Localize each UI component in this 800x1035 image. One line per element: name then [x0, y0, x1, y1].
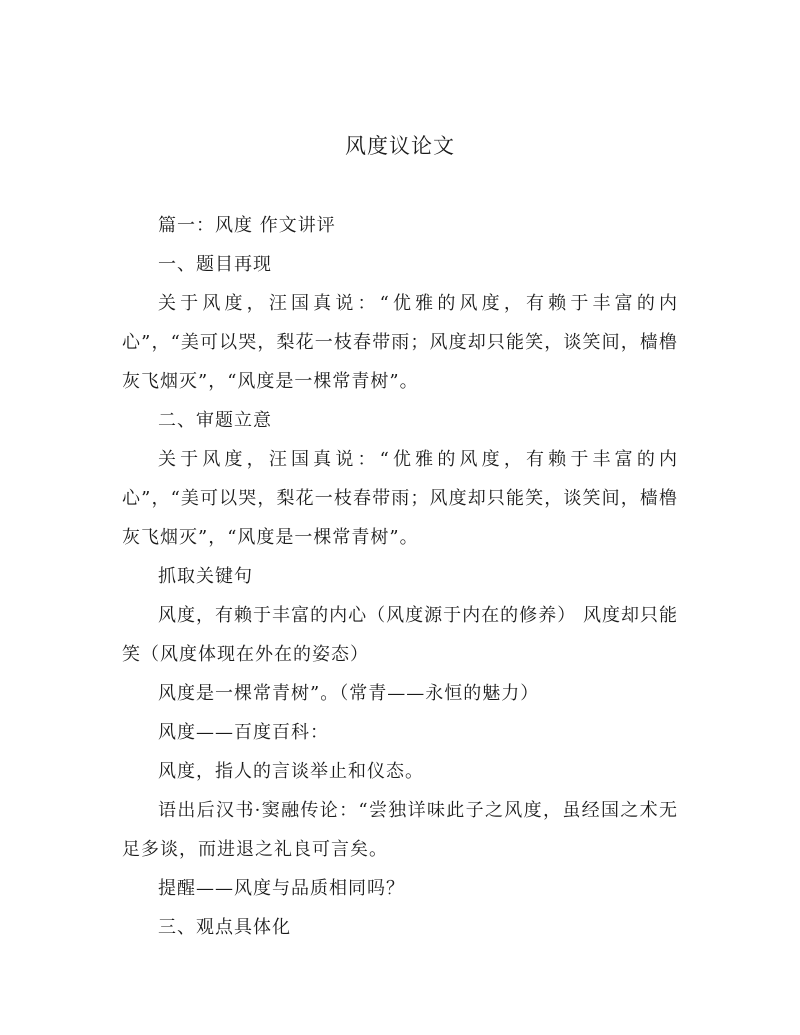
section-heading: 篇一：风度 作文讲评	[158, 215, 336, 236]
document-title: 风度议论文	[345, 134, 455, 158]
paragraph: 风度，有赖于丰富的内心（风度源于内在的修养） 风度却只能笑（风度体现在外在的姿态）	[122, 605, 678, 665]
paragraph: 语出后汉书·窦融传论：“尝独详味此子之风度，虽经国之术无足多谈，而进退之礼良可言矣。	[122, 800, 678, 860]
subheading: 一、题目再现	[158, 254, 272, 275]
document-body	[122, 206, 678, 947]
paragraph: 关于风度，汪国真说：“优雅的风度，有赖于丰富的内心”，“美可以哭，梨花一枝春带雨；风度却只能笑，谈笑间，樯橹灰飞烟灭”，“风度是一棵常青树”。	[122, 449, 678, 548]
paragraph: 风度，指人的言谈举止和仪态。	[158, 761, 424, 782]
paragraph: 关于风度，汪国真说：“优雅的风度，有赖于丰富的内心”，“美可以哭，梨花一枝春带雨；风度却只能笑，谈笑间，樯橹灰飞烟灭”，“风度是一棵常青树”。	[122, 293, 678, 392]
paragraph: 风度是一棵常青树”。（常青——永恒的魅力）	[158, 683, 540, 704]
paragraph: 提醒——风度与品质相同吗？	[158, 878, 405, 899]
subheading: 抓取关键句	[158, 566, 253, 587]
subheading: 二、审题立意	[158, 410, 272, 431]
subheading: 三、观点具体化	[158, 917, 291, 938]
paragraph: 风度——百度百科：	[158, 722, 329, 743]
